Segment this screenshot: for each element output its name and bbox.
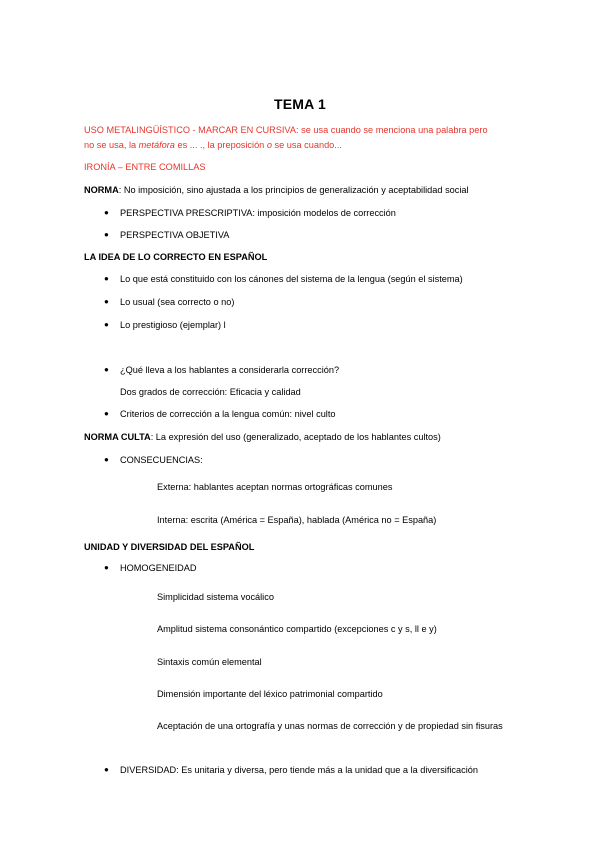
- norma-text: : No imposición, sino ajustada a los principios de generalización y aceptabilidad social: [118, 185, 469, 195]
- bullet-icon: ●: [104, 455, 109, 464]
- norma-culta-label: NORMA CULTA: [84, 432, 151, 442]
- list-item: PERSPECTIVA OBJETIVA: [120, 230, 230, 240]
- bullet-icon: ●: [104, 230, 109, 239]
- bullet-icon: ●: [104, 274, 109, 283]
- list-item: Lo prestigioso (ejemplar) l: [120, 320, 226, 330]
- bullet-icon: ●: [104, 365, 109, 374]
- indented-text: Interna: escrita (América = España), hablada (América no = España): [157, 515, 437, 525]
- bullet-icon: ●: [104, 320, 109, 329]
- norma-label: NORMA: [84, 185, 119, 195]
- list-item: ¿Qué lleva a los hablantes a considerarla corrección?: [120, 365, 340, 375]
- text-span: no se usa, la: [84, 140, 139, 150]
- indented-text: Aceptación de una ortografía y unas normas de corrección y de propiedad sin fisuras: [157, 721, 503, 731]
- list-item: PERSPECTIVA PRESCRIPTIVA: imposición modelos de corrección: [120, 208, 396, 218]
- indented-text: Dos grados de corrección: Eficacia y calidad: [120, 387, 301, 397]
- italic-span: metáfora: [138, 140, 175, 150]
- indented-text: Simplicidad sistema vocálico: [157, 592, 274, 602]
- norma-culta-text: : La expresión del uso (generalizado, aceptado de los hablantes cultos): [150, 432, 441, 442]
- ironia-line: IRONÍA – ENTRE COMILLAS: [84, 162, 206, 172]
- bullet-icon: ●: [104, 765, 109, 774]
- indented-text: Amplitud sistema consonántico compartido (excepciones c y s, ll e y): [157, 624, 437, 634]
- page-title: TEMA 1: [273, 96, 327, 112]
- bullet-icon: ●: [104, 208, 109, 217]
- section-heading: LA IDEA DE LO CORRECTO EN ESPAÑOL: [84, 252, 268, 262]
- list-item: Lo usual (sea correcto o no): [120, 297, 235, 307]
- uso-metalinguistico-line1: USO METALINGÜÍSTICO - MARCAR EN CURSIVA: se usa cuando se menciona una palabra pero: [84, 125, 488, 135]
- text-span: es ... ., la preposición: [174, 140, 267, 150]
- indented-text: Sintaxis común elemental: [157, 657, 262, 667]
- list-item: DIVERSIDAD: Es unitaria y diversa, pero tiende más a la unidad que a la diversificación: [120, 765, 478, 775]
- text-span: se usa cuando...: [271, 140, 342, 150]
- bullet-icon: ●: [104, 297, 109, 306]
- list-item: HOMOGENEIDAD: [120, 563, 197, 573]
- section-heading: UNIDAD Y DIVERSIDAD DEL ESPAÑOL: [84, 542, 255, 552]
- bullet-icon: ●: [104, 409, 109, 418]
- indented-text: Dimensión importante del léxico patrimonial compartido: [157, 689, 383, 699]
- italic-span: o: [266, 140, 272, 150]
- bullet-icon: ●: [104, 563, 109, 572]
- list-item: Criterios de corrección a la lengua común: nivel culto: [120, 409, 336, 419]
- list-item: CONSECUENCIAS:: [120, 455, 203, 465]
- indented-text: Externa: hablantes aceptan normas ortográficas comunes: [157, 482, 393, 492]
- list-item: Lo que está constituido con los cánones del sistema de la lengua (según el sistema): [120, 274, 463, 284]
- uso-metalinguistico-line2: [84, 139, 342, 151]
- norma-culta-definition: [84, 431, 441, 443]
- norma-definition: [84, 184, 469, 196]
